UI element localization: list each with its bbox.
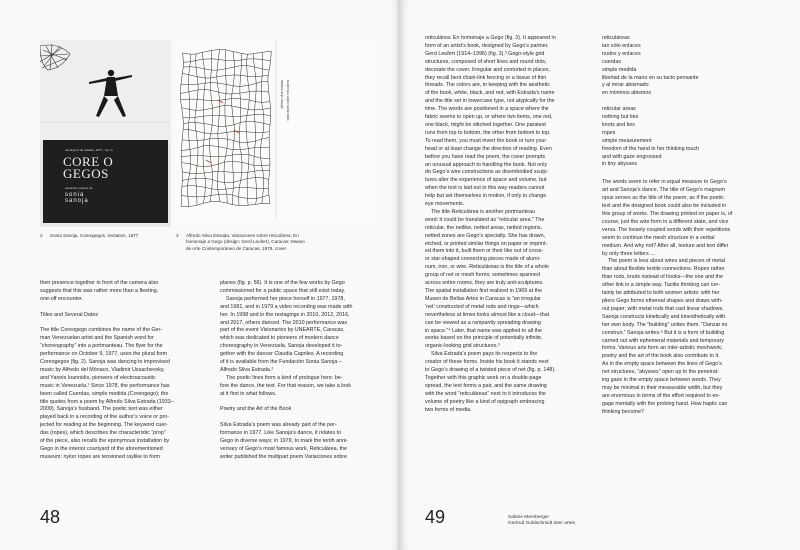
text-line: net structures, “abysses” open up to the penetrat- — [602, 369, 720, 376]
text-line: fore the dance, the text. For that reason, we take a look — [220, 382, 351, 389]
caption-line: Alfredo Silva Estrada, Variaciones sobre reticulárea: En — [186, 233, 299, 238]
text-line: writer published the multipart poem Variaciones sobre — [220, 453, 348, 460]
caption-number: 3 — [176, 233, 179, 238]
text-line: Silva Estrada’s poem pays its respects to the — [431, 351, 538, 358]
text-line: in space.”⁴ Later, that name was applied to all the — [425, 327, 542, 334]
flyer-name-line: sanoja — [65, 198, 89, 204]
text-line: and 1981, and in 1979 a video recording was made with — [220, 303, 353, 310]
text-line: can be viewed as a rampantly spreading drawing — [425, 319, 541, 326]
text-line: carried out with ephemeral materials and temporary — [602, 337, 725, 344]
text-line: planes (fig. p. 56). It is one of the few works by Gego — [220, 280, 345, 286]
text-line: eye movements. — [425, 201, 465, 208]
text-line: reticulárea: En homenaje a Gego (fig. 3). It appeared in — [425, 35, 556, 41]
paragraph — [425, 35, 593, 209]
text-line: performance on October 9, 1977, uses the plural form — [40, 351, 168, 358]
text-line: threads. The colors are, in keeping with the aesthetic — [425, 82, 550, 89]
text-line: commissioned for a public space that still exist today. — [220, 287, 346, 294]
text-line: thinking become? — [602, 408, 644, 415]
text-line: reticular, the netlike, netted areas, netted regions, — [425, 224, 543, 231]
spine-text: alfredo silva estrada — [280, 80, 284, 109]
text-line: pliers Gego forms ethereal shapes and draws with- — [602, 297, 723, 304]
right-page — [400, 0, 800, 550]
text-line: simple measurement — [602, 137, 652, 144]
text-line: poetry and the art of the book also contribute to it. — [602, 353, 720, 360]
text-line: one-off encounter. — [40, 295, 83, 302]
page-number: 48 — [40, 507, 61, 527]
running-title: Gertrud Goldschmidt inter artes — [508, 521, 575, 527]
left-column-1 — [40, 280, 207, 462]
text-line: netted zones are Gego’s specialty. She has drawn, — [425, 232, 546, 239]
text-line: The poem is less about wires and pieces of metal — [608, 258, 726, 265]
text-line: y al mirar abismado — [602, 82, 649, 89]
invitation-flyer — [43, 140, 168, 223]
text-line: To read them, you must invert the book or turn your — [425, 137, 547, 144]
text-line: form of an artist’s book, designed by Gego’s partner, — [425, 42, 549, 49]
text-line: freedom of the hand in her thinking touch — [602, 145, 700, 152]
paragraph — [425, 209, 593, 351]
text-line: The spatial installation first realized in 1969 at the — [425, 288, 543, 294]
text-line: group of net or mesh forms; sometimes spanned — [425, 272, 540, 279]
text-line: forms. Various arts form an inter-artistic meshwork; — [602, 345, 723, 352]
text-line: which was dedicated to pioneers of modern dance — [220, 335, 339, 342]
figure-book-cover — [176, 40, 374, 218]
text-line: etched, or printed similar things on paper or imprint- — [425, 240, 548, 247]
text-line: The title Coreogego combines the name of the Ger- — [40, 327, 163, 334]
text-line: versary of Gego’s most famous work, Reticulárea, the — [220, 446, 348, 452]
paragraph — [602, 258, 774, 416]
text-line: tainly be attributed to both women artists: with her — [602, 290, 720, 297]
text-line: medium. And why not? After all, texture and text differ — [602, 242, 729, 249]
text-line: of it is available from the Fundación Sonia Sanoja – — [220, 359, 342, 366]
text-line: Coreogegos (fig. 2). Sanoja was dancing to improvised — [40, 359, 170, 366]
paragraph — [40, 327, 207, 461]
poem-english — [602, 106, 774, 169]
text-line: runs from top to bottom, the other from bottom to top. — [425, 129, 551, 136]
text-line: ‘net’ constructed of metal rods and rings—which — [425, 303, 539, 310]
text-line: decorate the cover. Irregular and contorted in places, — [425, 66, 551, 73]
text-line: structures, composed of short lines and round dots, — [425, 58, 547, 65]
text-line: formance in 1977. Like Sanoja’s dance, it relates to — [220, 430, 342, 437]
text-line: creator of these forms. Inside his book it stands next — [425, 359, 549, 366]
flyer-date: domingo 9 de octubre, 1977 · 6 p.m. — [65, 148, 114, 152]
spine-text: variaciones sobre reticulárea — [286, 80, 290, 121]
text-line: man Venezuelan artist and the Spanish word for — [40, 335, 154, 342]
text-line: nothing but ties — [602, 114, 639, 121]
text-line: may be minimal in their measurable width, but they — [602, 384, 723, 391]
text-line: ropes — [602, 129, 616, 136]
text-line: than about flexible textile connections. Ropes rather — [602, 266, 725, 273]
text-line: “choreography” into a portmanteau. The flyer for the — [40, 343, 163, 350]
flyer-name — [65, 192, 89, 204]
caption-line: homenaje a Gego (design: Gerd Leufert), Caracas: Museo — [186, 239, 305, 245]
paragraph — [220, 280, 385, 296]
text-line: museum: nylon ropes are tensioned raylike to form — [40, 453, 160, 460]
text-line: num, iron, or wire. Reticuláreas is the title of a whole — [425, 264, 549, 271]
section-heading: Poetry and the Art of the Book — [220, 406, 292, 413]
figure-invitation — [40, 40, 171, 227]
text-line: part of the event Visionarios by UNEARTE, Caracas, — [220, 327, 345, 334]
text-line: and Yannis Ioannidis, pioneers of electroacoustic — [40, 374, 156, 381]
text-line: played back in a recording of the author’s voice or pro- — [40, 414, 170, 421]
text-line: das (ropes), which describes the characteristic “prop” — [40, 430, 166, 437]
text-line: music in Venezuela.¹ Since 1978, the performance has — [40, 382, 170, 389]
text-line: seem to continue the mesh structure in a verbal — [602, 234, 715, 241]
paragraph — [220, 375, 385, 399]
text-line: other link in a simple way. Tactile thinking can cer- — [602, 282, 721, 289]
text-line: tan sólo enlaces — [602, 42, 641, 49]
text-line: head or at least change the direction of reading. Even — [425, 145, 552, 152]
text-line: an unusual approach to handling the book. Not only — [425, 161, 548, 168]
flyer-subtitle: actuación poética de — [65, 186, 93, 190]
caption-line: de Arte Contemporáneo de Caracas, 1979, cover — [186, 245, 287, 251]
text-line: of the piece, also recalls the eponymous installation by — [40, 438, 170, 445]
text-line: Gego in the interior courtyard of the aforementioned — [40, 446, 163, 452]
text-line: suggests that this was rather more than a fleeting, — [40, 287, 159, 294]
page-number: 49 — [425, 507, 446, 527]
text-line: Gerd Leufert (1914–1996) (fig. 3).³ Gego-style grid — [425, 50, 545, 57]
poem-spanish — [602, 35, 774, 98]
text-line: Alfredo Silva Estrada.² — [220, 366, 274, 373]
text-line: and the title set in lowercase type, not atypically for the — [425, 98, 555, 105]
left-column-2 — [220, 280, 385, 462]
text-line: jected for reading at the beginning. The keyword cuer- — [40, 422, 168, 429]
text-line: in tiny abysses — [602, 161, 638, 168]
section-heading: Titles and Several Dates — [40, 311, 99, 318]
caption-number: 2 — [40, 233, 43, 238]
text-line: fabric seems to open up, or where two items, one red, — [425, 114, 553, 121]
text-line: organic-looking grid structures.⁵ — [425, 343, 501, 350]
text-line: Sanoja performed her piece herself in 1977, 1978, — [226, 295, 345, 302]
text-line: out paper; with metal rods that cast linear shadows. — [602, 305, 724, 312]
flyer-title-line: GEGOS — [63, 166, 109, 181]
text-line: The poetic lines form a kind of prologue here: be- — [226, 374, 343, 381]
right-column-1 — [425, 35, 593, 415]
text-line: title quotes from a poem by Alfredo Silva Estrada (1933– — [40, 398, 174, 405]
text-line: by only three letters … — [602, 250, 656, 257]
text-line: time. The words are positioned in a space where the — [425, 106, 549, 113]
text-line: Museo de Bellas Artes in Caracas is “an irregular — [425, 295, 541, 302]
text-line: art and Sanoja’s dance. The title of Gego’s magnum — [602, 187, 725, 194]
text-line: do Gego’s wire constructions as disembodied sculp- — [425, 169, 549, 176]
text-line: reticuláreas — [602, 35, 630, 41]
text-line: works based on the principle of potentially infinite, — [425, 335, 543, 342]
text-line: The title Reticulárea is another portmanteau — [431, 208, 535, 215]
figure-caption — [176, 233, 376, 252]
text-line: they recall bent chain-link fencing or a tissue of thin — [425, 74, 547, 81]
text-line: Silva Estrada’s poem was already part of the per- — [220, 422, 337, 429]
running-footer — [508, 515, 575, 528]
text-line: before you have read the poem, the cover prompts — [425, 153, 546, 160]
text-line: volume of poetry like a kind of epigraph embracing — [425, 398, 545, 405]
text-line: versa. The loosely coupled words with their repetitions — [602, 226, 731, 233]
paragraph — [602, 179, 774, 258]
paragraph — [40, 280, 207, 304]
text-line: her own body. The “building” unites them. “Danzar es — [602, 321, 728, 328]
paragraph — [425, 351, 593, 414]
text-line: reticular areas — [602, 106, 636, 113]
text-line: opus serves as the title of the poem, as if the poetic — [602, 195, 724, 202]
text-line: word: it could be translated as “reticular area.” The — [425, 216, 545, 223]
text-line: one black, might be stitched together. One paratext — [425, 121, 546, 128]
flyer-name-line: sonia — [65, 192, 85, 198]
text-line: across entire rooms, they are truly anti-sculptures. — [425, 280, 544, 287]
grid-drawing — [176, 40, 374, 218]
text-line: text and the designed book could also be included in — [602, 203, 727, 210]
text-line: music by Alfredo del Mónaco, Vladimir Ussachevsky, — [40, 366, 165, 373]
text-line: their presence together in front of the camera also — [40, 280, 159, 286]
text-line: than rods, knots instead of hooks—the one and the — [602, 274, 723, 281]
paragraph — [220, 422, 385, 462]
text-line: Together with this graphic work on a double-page — [425, 374, 542, 381]
text-line: choreography in Venezuela. Sanoja developed it to- — [220, 343, 343, 350]
text-line: gether with the dancer Claudia Capriles. A recording — [220, 351, 344, 358]
text-line: 2009), Sanoja’s husband. The poetic text was either — [40, 406, 163, 413]
right-column-2 — [602, 35, 774, 417]
text-line: gage mentally with the probing hand. How haptic can — [602, 400, 728, 407]
text-line: spread, the text forms a pair, and the same drawing — [425, 382, 547, 389]
flyer-title-line: CORE O — [63, 154, 114, 169]
text-line: and with gaze engrossed — [602, 153, 662, 160]
text-line: ed them into it, built them or their like out of cross- — [425, 248, 544, 255]
dancer-photo — [40, 40, 171, 142]
text-line: this group of works. The drawing printed on paper is, of — [602, 211, 733, 218]
text-line: nudos y enlaces — [602, 50, 641, 57]
text-line: been called Cuerdas, simple medida (Coreogego); the — [40, 390, 169, 397]
text-line: Gego in diverse ways; in 1979, to mark the tenth anni- — [220, 438, 349, 445]
running-author: Sabine Mernberger — [508, 515, 550, 520]
text-line: nevertheless at times looks almost like a cloud—that — [425, 311, 550, 318]
text-line: two forms of media. — [425, 406, 472, 413]
text-line: course, just the wire form in a different state, and vice — [602, 218, 729, 225]
caption-text: Sonia Sanoja, Coreogegos, invitation, 1977 — [50, 233, 139, 238]
text-line: Sanoja constructs kinetically and kinesthetically with — [602, 313, 726, 320]
book-cover — [176, 40, 374, 218]
text-line: The words seem to refer in equal measure to Gego’s — [602, 179, 727, 186]
paragraph — [220, 296, 385, 375]
text-line: ing gaze in the empty space between words. They — [602, 377, 721, 384]
text-line: simple medida — [602, 66, 637, 73]
text-line: to Gego’s drawing of a twisted piece of net (fig. p. 148). — [425, 367, 556, 374]
text-line: libertad de la mano en su tacto pensante — [602, 74, 699, 81]
text-line: knots and ties — [602, 121, 635, 128]
text-line: when the text is laid out in this way readers cannot — [425, 185, 545, 192]
text-line: are enormous in terms of the effort required to en- — [602, 392, 721, 399]
text-line: and 2017, others danced. The 2010 performance was — [220, 319, 348, 326]
text-line: cuerdas — [602, 58, 622, 65]
dancer-illustration — [40, 40, 171, 142]
text-line: with the word “reticuláreas” next to it introduces the — [425, 390, 546, 397]
text-line: tures alter the experience of space and volume, but — [425, 177, 547, 184]
text-line: of the book, white, black, and red, with Estrada’s name — [425, 90, 555, 97]
text-line: her. In 1998 and in the restagings in 2010, 2012, 2016, — [220, 311, 350, 318]
figure-caption — [40, 233, 170, 239]
text-line: en mínimos abismos — [602, 90, 652, 97]
text-line: help but set themselves in motion, if only to change — [425, 193, 547, 200]
text-line: As in the empty space between the lines of Gego’s — [602, 361, 722, 368]
text-line: at it first in what follows. — [220, 390, 277, 397]
flyer-title — [63, 156, 113, 180]
text-line: construir,” Sanoja writes.⁶ But it is a form of building — [602, 329, 725, 336]
text-line: or star-shaped connecting pieces made of alumi- — [425, 256, 541, 263]
